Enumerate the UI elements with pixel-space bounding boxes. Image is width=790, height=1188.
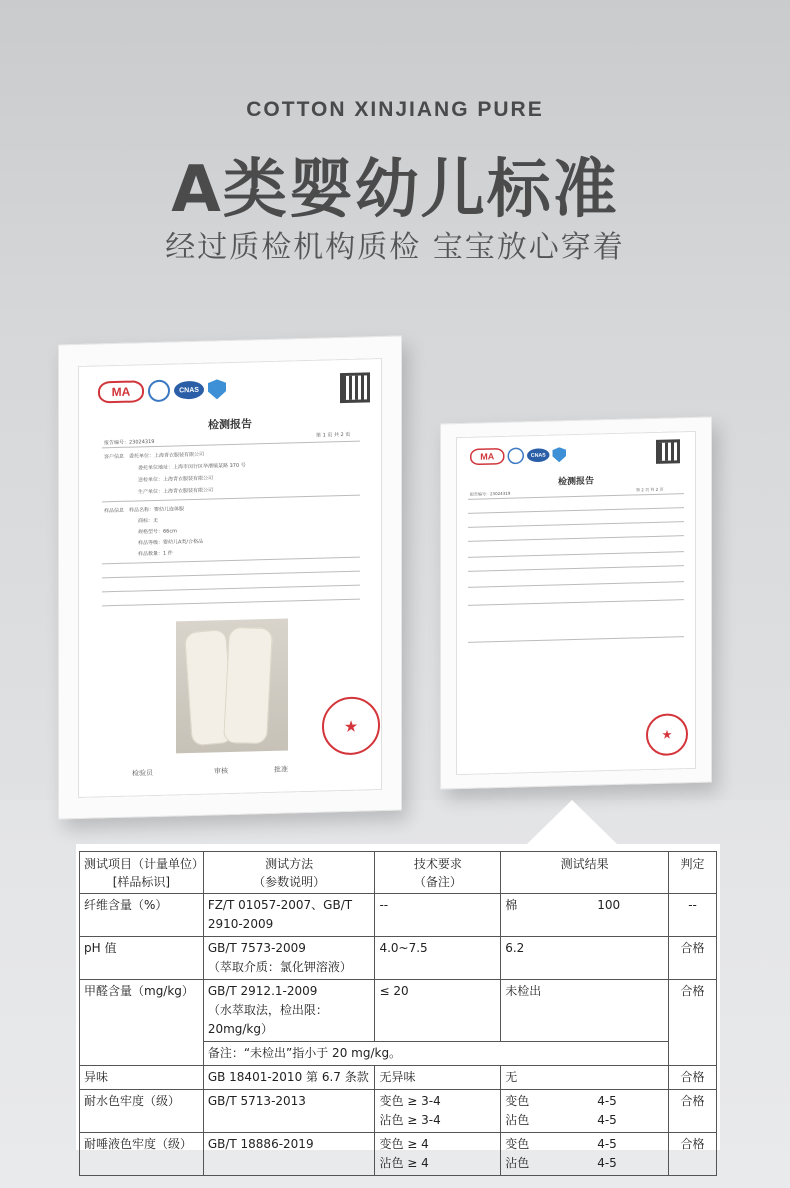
cma-logo-icon: MA <box>98 380 144 403</box>
table-row: 异味 GB 18401-2010 第 6.7 条款 无异味 无 合格 <box>80 1066 717 1090</box>
table-header: 测试项目（计量单位） [样品标识] <box>80 852 204 894</box>
cert-field: 生产单位：上海青衣服装有限公司 <box>138 487 214 496</box>
cert-report-no: 报告编号：23024319 <box>470 490 511 497</box>
ilac-logo-icon <box>148 380 170 403</box>
english-title: COTTON XINJIANG PURE <box>246 98 544 121</box>
table-row: 耐唾液色牢度（级） GB/T 18886-2019 变色 ≥ 4 沾色 ≥ 4 变色 4-5 沾色 4-5 合格 <box>80 1133 717 1176</box>
table-row: 甲醛含量（mg/kg） GB/T 2912.1-2009 （水萃取法，检出限：20mg/kg） ≤ 20 未检出 合格 <box>80 980 717 1042</box>
table-header: 测试方法 （参数说明） <box>203 852 375 894</box>
cert-sample-field: 样品等级：婴幼儿A类/合格品 <box>138 538 204 547</box>
chinese-subtitle: 经过质检机构质检 宝宝放心穿着 <box>165 230 625 265</box>
certificate-frame-right <box>440 416 712 789</box>
cert-sample-field: 样品信息 样品名称：婴幼儿连体服 <box>104 506 185 515</box>
cert-signature-label: 审核 <box>214 767 228 776</box>
table-header-row <box>80 852 717 894</box>
table-header: 测试结果 <box>501 852 669 894</box>
cert-page-no: 第 1 页 共 2 页 <box>316 431 351 439</box>
qr-code-icon <box>340 372 370 403</box>
results-table-panel <box>76 844 720 1170</box>
table-header: 判定 <box>669 852 717 894</box>
results-table <box>79 851 717 1176</box>
table-row: 耐水色牢度（级） GB/T 5713-2013 变色 ≥ 3-4 沾色 ≥ 3-4 变色 4-5 沾色 4-5 合格 <box>80 1090 717 1133</box>
certificate-paper-left <box>78 358 382 798</box>
cert-signature-label: 检验员 <box>132 769 153 778</box>
cert-field: 委托单位地址：上海市闵行区华漕镇某路 370 号 <box>138 462 246 472</box>
cert-signature-label: 批准 <box>274 765 288 774</box>
certificate-paper-right <box>456 431 696 775</box>
inspection-stamp-icon: ★ <box>646 713 688 756</box>
cert-logos <box>98 378 226 403</box>
cert-title: 检测报告 <box>557 476 594 488</box>
certificate-frame-left <box>58 335 402 819</box>
table-remark: 备注：“未检出”指小于 20 mg/kg。 <box>203 1042 668 1066</box>
ilac-logo-icon <box>508 447 525 464</box>
garment-photo <box>176 618 288 753</box>
cnas-logo-icon: CNAS <box>527 448 550 462</box>
shield-logo-icon <box>553 447 567 462</box>
cert-logos <box>470 446 566 465</box>
table-row: pH 值 GB/T 7573-2009 （萃取介质：氯化钾溶液） 4.0~7.5 6.2 合格 <box>80 937 717 980</box>
cert-sample-field: 商标：无 <box>138 517 159 525</box>
table-row: 纤维含量（%） FZ/T 01057-2007、GB/T 2910-2009 -- 棉 100 -- <box>80 894 717 937</box>
qr-code-icon <box>656 439 680 464</box>
cert-title: 检测报告 <box>208 417 252 432</box>
table-header: 技术要求 （备注） <box>375 852 501 894</box>
chinese-title: A类婴幼儿标准 <box>171 153 619 227</box>
inspection-stamp-icon: ★ <box>322 696 380 756</box>
cnas-logo-icon: CNAS <box>174 381 204 400</box>
cert-sample-field: 规格型号：66cm <box>138 528 177 536</box>
cert-page-no: 第 2 页 共 2 页 <box>636 486 664 493</box>
shield-logo-icon <box>208 379 226 399</box>
cert-field: 送检单位：上海青衣服装有限公司 <box>138 475 214 484</box>
cma-logo-icon: MA <box>470 448 505 465</box>
cert-sample-field: 样品数量：1 件 <box>138 550 173 558</box>
callout-pointer <box>527 800 617 844</box>
cert-field: 客户信息 委托单位：上海青衣服装有限公司 <box>104 451 205 461</box>
cert-report-no: 报告编号：23024319 <box>104 438 155 447</box>
